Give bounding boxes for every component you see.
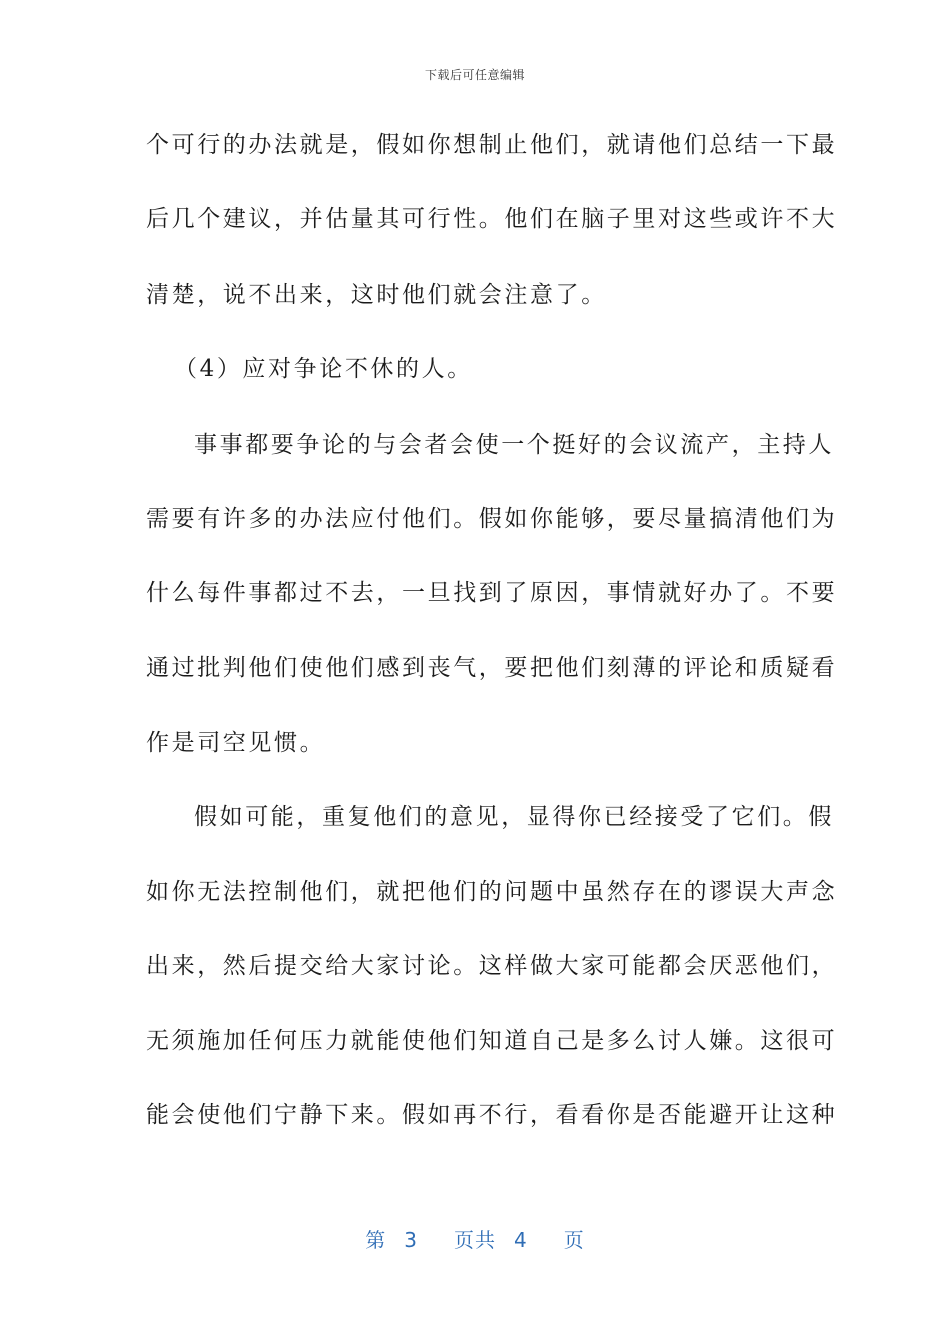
text-line: 清楚，说不出来，这时他们就会注意了。 — [146, 282, 607, 308]
text-line: 个可行的办法就是，假如你想制止他们，就请他们总结一下最 — [146, 132, 838, 158]
text-line: 作是司空见惯。 — [146, 730, 326, 756]
text-line: 出来，然后提交给大家讨论。这样做大家可能都会厌恶他们， — [146, 953, 838, 979]
page-label-prefix: 第 — [365, 1228, 387, 1252]
text-line: 通过批判他们使他们感到丧气，要把他们刻薄的评论和质疑看 — [146, 655, 838, 681]
page-footer — [0, 1224, 950, 1253]
section-heading: （4）应对争论不休的人。 — [174, 356, 473, 382]
page-label-suffix: 页 — [563, 1228, 585, 1252]
page-header: 下载后可任意编辑 — [424, 68, 525, 82]
text-line: 能会使他们宁静下来。假如再不行，看看你是否能避开让这种 — [146, 1102, 838, 1128]
text-line: 后几个建议，并估量其可行性。他们在脑子里对这些或许不大 — [146, 206, 838, 232]
paragraph-start-line: 假如可能，重复他们的意见，显得你已经接受了它们。假 — [194, 804, 834, 830]
current-page-number: 3 — [404, 1228, 418, 1252]
text-line: 如你无法控制他们，就把他们的问题中虽然存在的谬误大声念 — [146, 879, 838, 905]
total-pages-number: 4 — [514, 1228, 528, 1252]
paragraph-start-line: 事事都要争论的与会者会使一个挺好的会议流产，主持人 — [194, 432, 834, 458]
text-line: 什么每件事都过不去，一旦找到了原因，事情就好办了。不要 — [146, 580, 838, 606]
text-line: 需要有许多的办法应付他们。假如你能够，要尽量搞清他们为 — [146, 506, 838, 532]
page-label-mid: 页共 — [454, 1228, 496, 1252]
text-line: 无须施加任何压力就能使他们知道自己是多么讨人嫌。这很可 — [146, 1028, 838, 1054]
